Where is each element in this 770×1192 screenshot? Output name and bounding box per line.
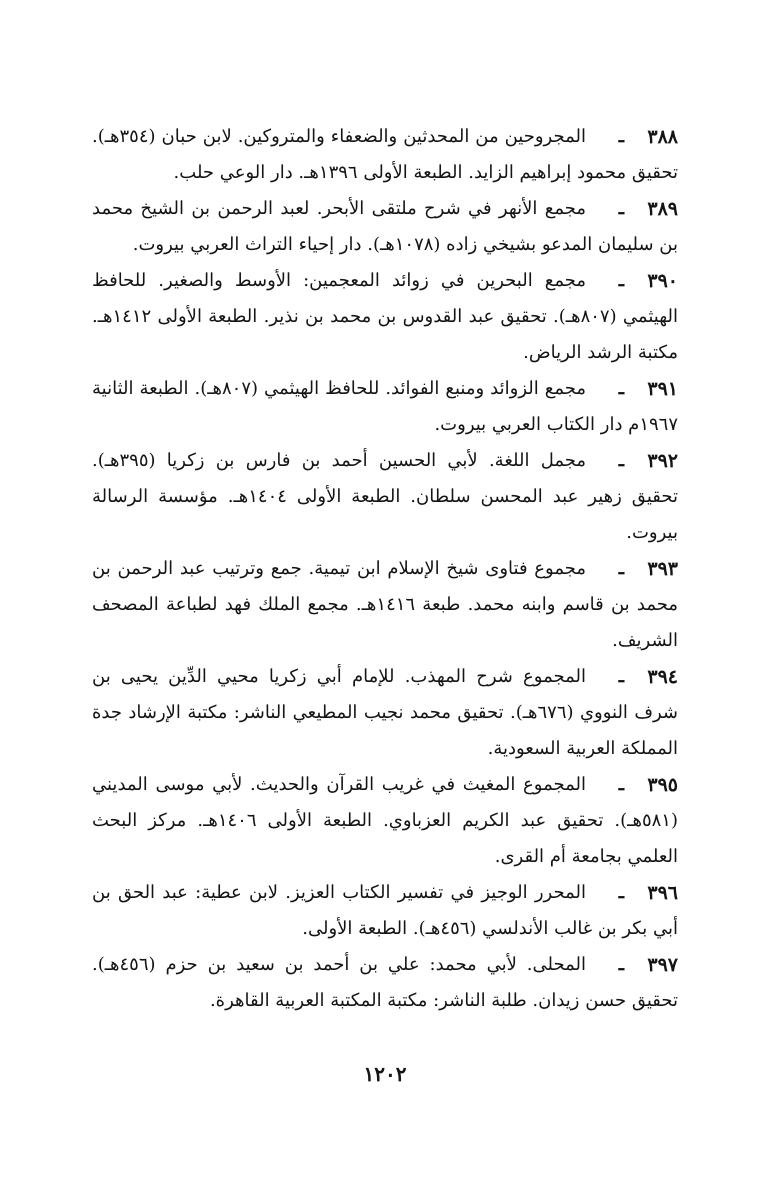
entry-number: ٣٨٨ [647,126,678,148]
bibliography-entry [92,551,678,659]
entry-text: مجمع الزوائد ومنبع الفوائد. للحافظ الهيثمي (٨٠٧هـ). الطبعة الثانية ١٩٦٧م دار الكتاب العربي بيروت. [92,378,678,435]
entry-number: ٣٨٩ [647,198,678,220]
entry-number: ٣٩٧ [647,954,678,976]
bibliography-entry [92,947,678,1019]
entry-dash: ـ [618,666,624,687]
entry-text: مجمع البحرين في زوائد المعجمين: الأوسط والصغير. للحافظ الهيثمي (٨٠٧هـ). تحقيق عبد القدوس بن محمد بن نذير. الطبعة الأولى ١٤١٢هـ. مكتبة الرشد الرياض. [92,270,678,363]
bibliography-list [92,119,678,1019]
bibliography-entry [92,119,678,191]
entry-dash: ـ [618,450,624,471]
entry-dash: ـ [618,270,624,291]
entry-text: المجروحين من المحدثين والضعفاء والمتروكين. لابن حبان (٣٥٤هـ). تحقيق محمود إبراهيم الزايد. الطبعة الأولى ١٣٩٦هـ. دار الوعي حلب. [92,126,678,183]
entry-dash: ـ [618,198,624,219]
entry-text: المحلى. لأبي محمد: علي بن أحمد بن سعيد بن حزم (٤٥٦هـ). تحقيق حسن زيدان. طلبة الناشر: مكتبة المكتبة العربية القاهرة. [92,954,678,1011]
entry-number: ٣٩٤ [647,666,678,688]
entry-number: ٣٩٠ [647,270,678,292]
bibliography-entry [92,767,678,875]
entry-dash: ـ [618,774,624,795]
entry-text: مجمل اللغة. لأبي الحسين أحمد بن فارس بن زكريا (٣٩٥هـ). تحقيق زهير عبد المحسن سلطان. الطبعة الأولى ١٤٠٤هـ. مؤسسة الرسالة بيروت. [92,450,678,543]
bibliography-entry [92,659,678,767]
bibliography-entry [92,263,678,371]
bibliography-entry [92,443,678,551]
entry-text: المجموع المغيث في غريب القرآن والحديث. لأبي موسى المديني (٥٨١هـ). تحقيق عبد الكريم العزباوي. الطبعة الأولى ١٤٠٦هـ. مركز البحث العلمي بجامعة أم القرى. [92,774,678,867]
entry-text: المجموع شرح المهذب. للإمام أبي زكريا محيي الدِّين يحيى بن شرف النووي (٦٧٦هـ). تحقيق محمد نجيب المطيعي الناشر: مكتبة الإرشاد جدة المملكة العربية السعودية. [92,666,678,759]
entry-number: ٣٩٢ [647,450,678,472]
bibliography-entry [92,875,678,947]
entry-dash: ـ [618,882,624,903]
entry-dash: ـ [618,954,624,975]
bibliography-entry [92,191,678,263]
bibliography-entry [92,371,678,443]
entry-number: ٣٩١ [647,378,678,400]
entry-text: المحرر الوجيز في تفسير الكتاب العزيز. لابن عطية: عبد الحق بن أبي بكر بن غالب الأندلسي (٤٥٦هـ). الطبعة الأولى. [92,882,678,939]
entry-number: ٣٩٥ [647,774,678,796]
entry-number: ٣٩٣ [647,558,678,580]
entry-text: مجمع الأنهر في شرح ملتقى الأبحر. لعبد الرحمن بن الشيخ محمد بن سليمان المدعو بشيخي زاده (١٠٧٨هـ). دار إحياء التراث العربي بيروت. [92,198,678,255]
entry-dash: ـ [618,378,624,399]
entry-text: مجموع فتاوى شيخ الإسلام ابن تيمية. جمع وترتيب عبد الرحمن بن محمد بن قاسم وابنه محمد. طبعة ١٤١٦هـ. مجمع الملك فهد لطباعة المصحف الشريف. [92,558,678,651]
entry-dash: ـ [618,126,624,147]
page-number: ١٢٠٢ [363,1062,407,1086]
entry-dash: ـ [618,558,624,579]
entry-number: ٣٩٦ [647,882,678,904]
